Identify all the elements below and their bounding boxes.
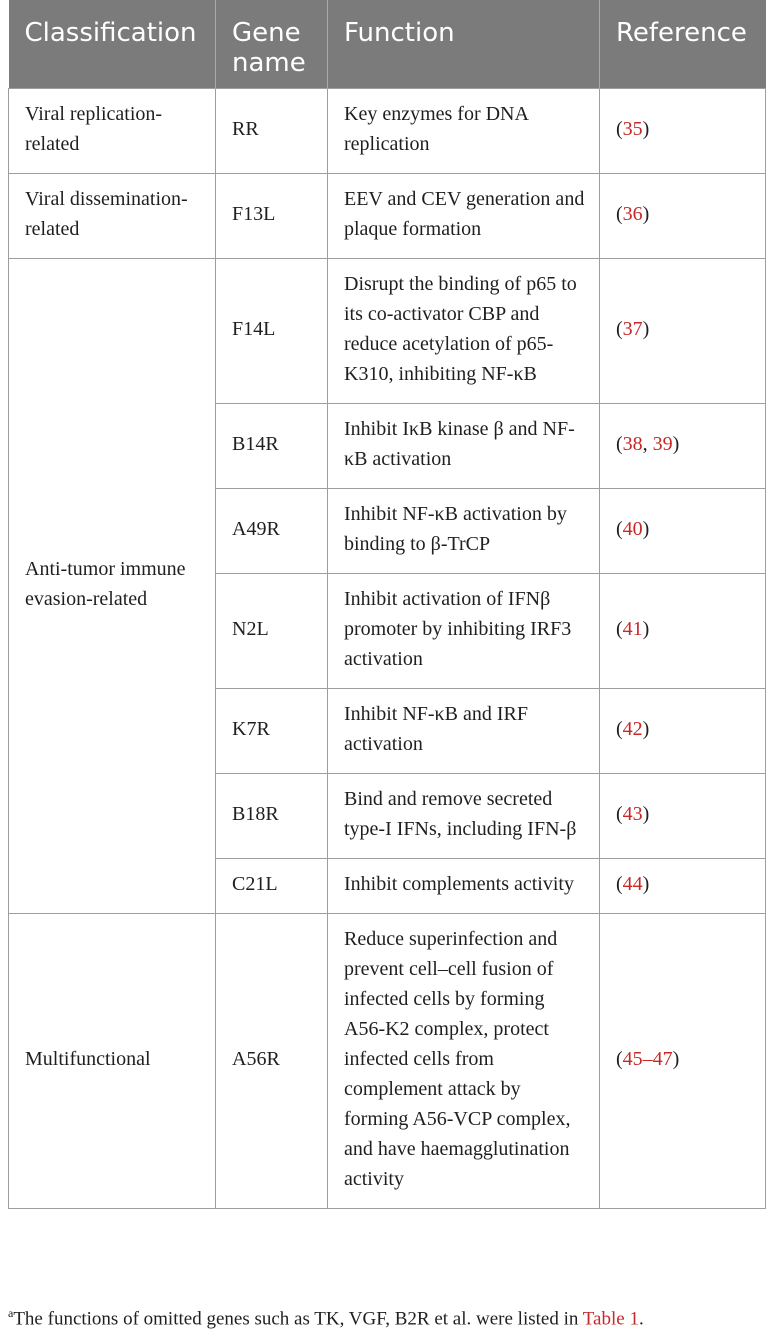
footnote-marker: a	[8, 1306, 14, 1320]
reference-link[interactable]: 41	[622, 618, 643, 640]
reference-cell: (43)	[600, 774, 766, 859]
classification-cell: Anti-tumor immune evasion-related	[9, 259, 216, 914]
footnote-end: .	[638, 1308, 644, 1330]
table-row	[9, 259, 766, 404]
reference-link[interactable]: 43	[622, 803, 643, 825]
classification-cell: Viral replication-related	[9, 89, 216, 174]
classification-cell: Viral dissemination-related	[9, 174, 216, 259]
reference-cell: (44)	[600, 859, 766, 914]
reference-cell: (45–47)	[600, 914, 766, 1209]
reference-cell: (40)	[600, 489, 766, 574]
gene-function-table	[8, 0, 766, 1209]
gene-name-cell: F14L	[216, 259, 328, 404]
reference-link[interactable]: 42	[622, 718, 643, 740]
reference-link[interactable]: 39	[652, 433, 673, 455]
reference-cell: (37)	[600, 259, 766, 404]
classification-cell: Multifunctional	[9, 914, 216, 1209]
function-cell: Key enzymes for DNA replication	[328, 89, 600, 174]
gene-name-cell: F13L	[216, 174, 328, 259]
reference-link[interactable]: 40	[622, 518, 643, 540]
table-body	[9, 89, 766, 1209]
header-gene-name: Gene name	[216, 0, 328, 89]
function-cell: Bind and remove secreted type-I IFNs, including IFN-β	[328, 774, 600, 859]
gene-name-cell: C21L	[216, 859, 328, 914]
function-cell: Inhibit complements activity	[328, 859, 600, 914]
table-header-row	[9, 0, 766, 89]
table-footnote	[8, 1300, 644, 1332]
reference-link[interactable]: 36	[622, 203, 643, 225]
function-cell: Inhibit IκB kinase β and NF-κB activation	[328, 404, 600, 489]
function-cell: Inhibit NF-κB activation by binding to β-TrCP	[328, 489, 600, 574]
table-row	[9, 89, 766, 174]
gene-name-cell: B18R	[216, 774, 328, 859]
reference-link[interactable]: 44	[622, 873, 643, 895]
reference-cell: (42)	[600, 689, 766, 774]
reference-link[interactable]: 45–47	[622, 1048, 673, 1070]
reference-cell: (41)	[600, 574, 766, 689]
table-row	[9, 914, 766, 1209]
function-cell: Disrupt the binding of p65 to its co-activator CBP and reduce acetylation of p65-K310, inhibiting NF-κB	[328, 259, 600, 404]
reference-cell: (36)	[600, 174, 766, 259]
function-cell: Reduce superinfection and prevent cell–cell fusion of infected cells by forming A56-K2 complex, protect infected cells from complement attack by forming A56-VCP complex, and have haemagglutination activity	[328, 914, 600, 1209]
gene-name-cell: B14R	[216, 404, 328, 489]
reference-cell: (35)	[600, 89, 766, 174]
function-cell: EEV and CEV generation and plaque formation	[328, 174, 600, 259]
gene-name-cell: N2L	[216, 574, 328, 689]
table-row	[9, 174, 766, 259]
reference-link[interactable]: 37	[622, 318, 643, 340]
header-function: Function	[328, 0, 600, 89]
header-classification: Classification	[9, 0, 216, 89]
function-cell: Inhibit activation of IFNβ promoter by inhibiting IRF3 activation	[328, 574, 600, 689]
reference-cell: (38, 39)	[600, 404, 766, 489]
footnote-text: The functions of omitted genes such as TK, VGF, B2R et al. were listed in	[13, 1308, 583, 1330]
gene-name-cell: K7R	[216, 689, 328, 774]
header-reference: Reference	[600, 0, 766, 89]
gene-name-cell: A49R	[216, 489, 328, 574]
gene-name-cell: A56R	[216, 914, 328, 1209]
reference-link[interactable]: 35	[622, 118, 643, 140]
footnote-table-link[interactable]: Table 1	[582, 1308, 639, 1330]
reference-link[interactable]: 38	[622, 433, 643, 455]
gene-name-cell: RR	[216, 89, 328, 174]
function-cell: Inhibit NF-κB and IRF activation	[328, 689, 600, 774]
